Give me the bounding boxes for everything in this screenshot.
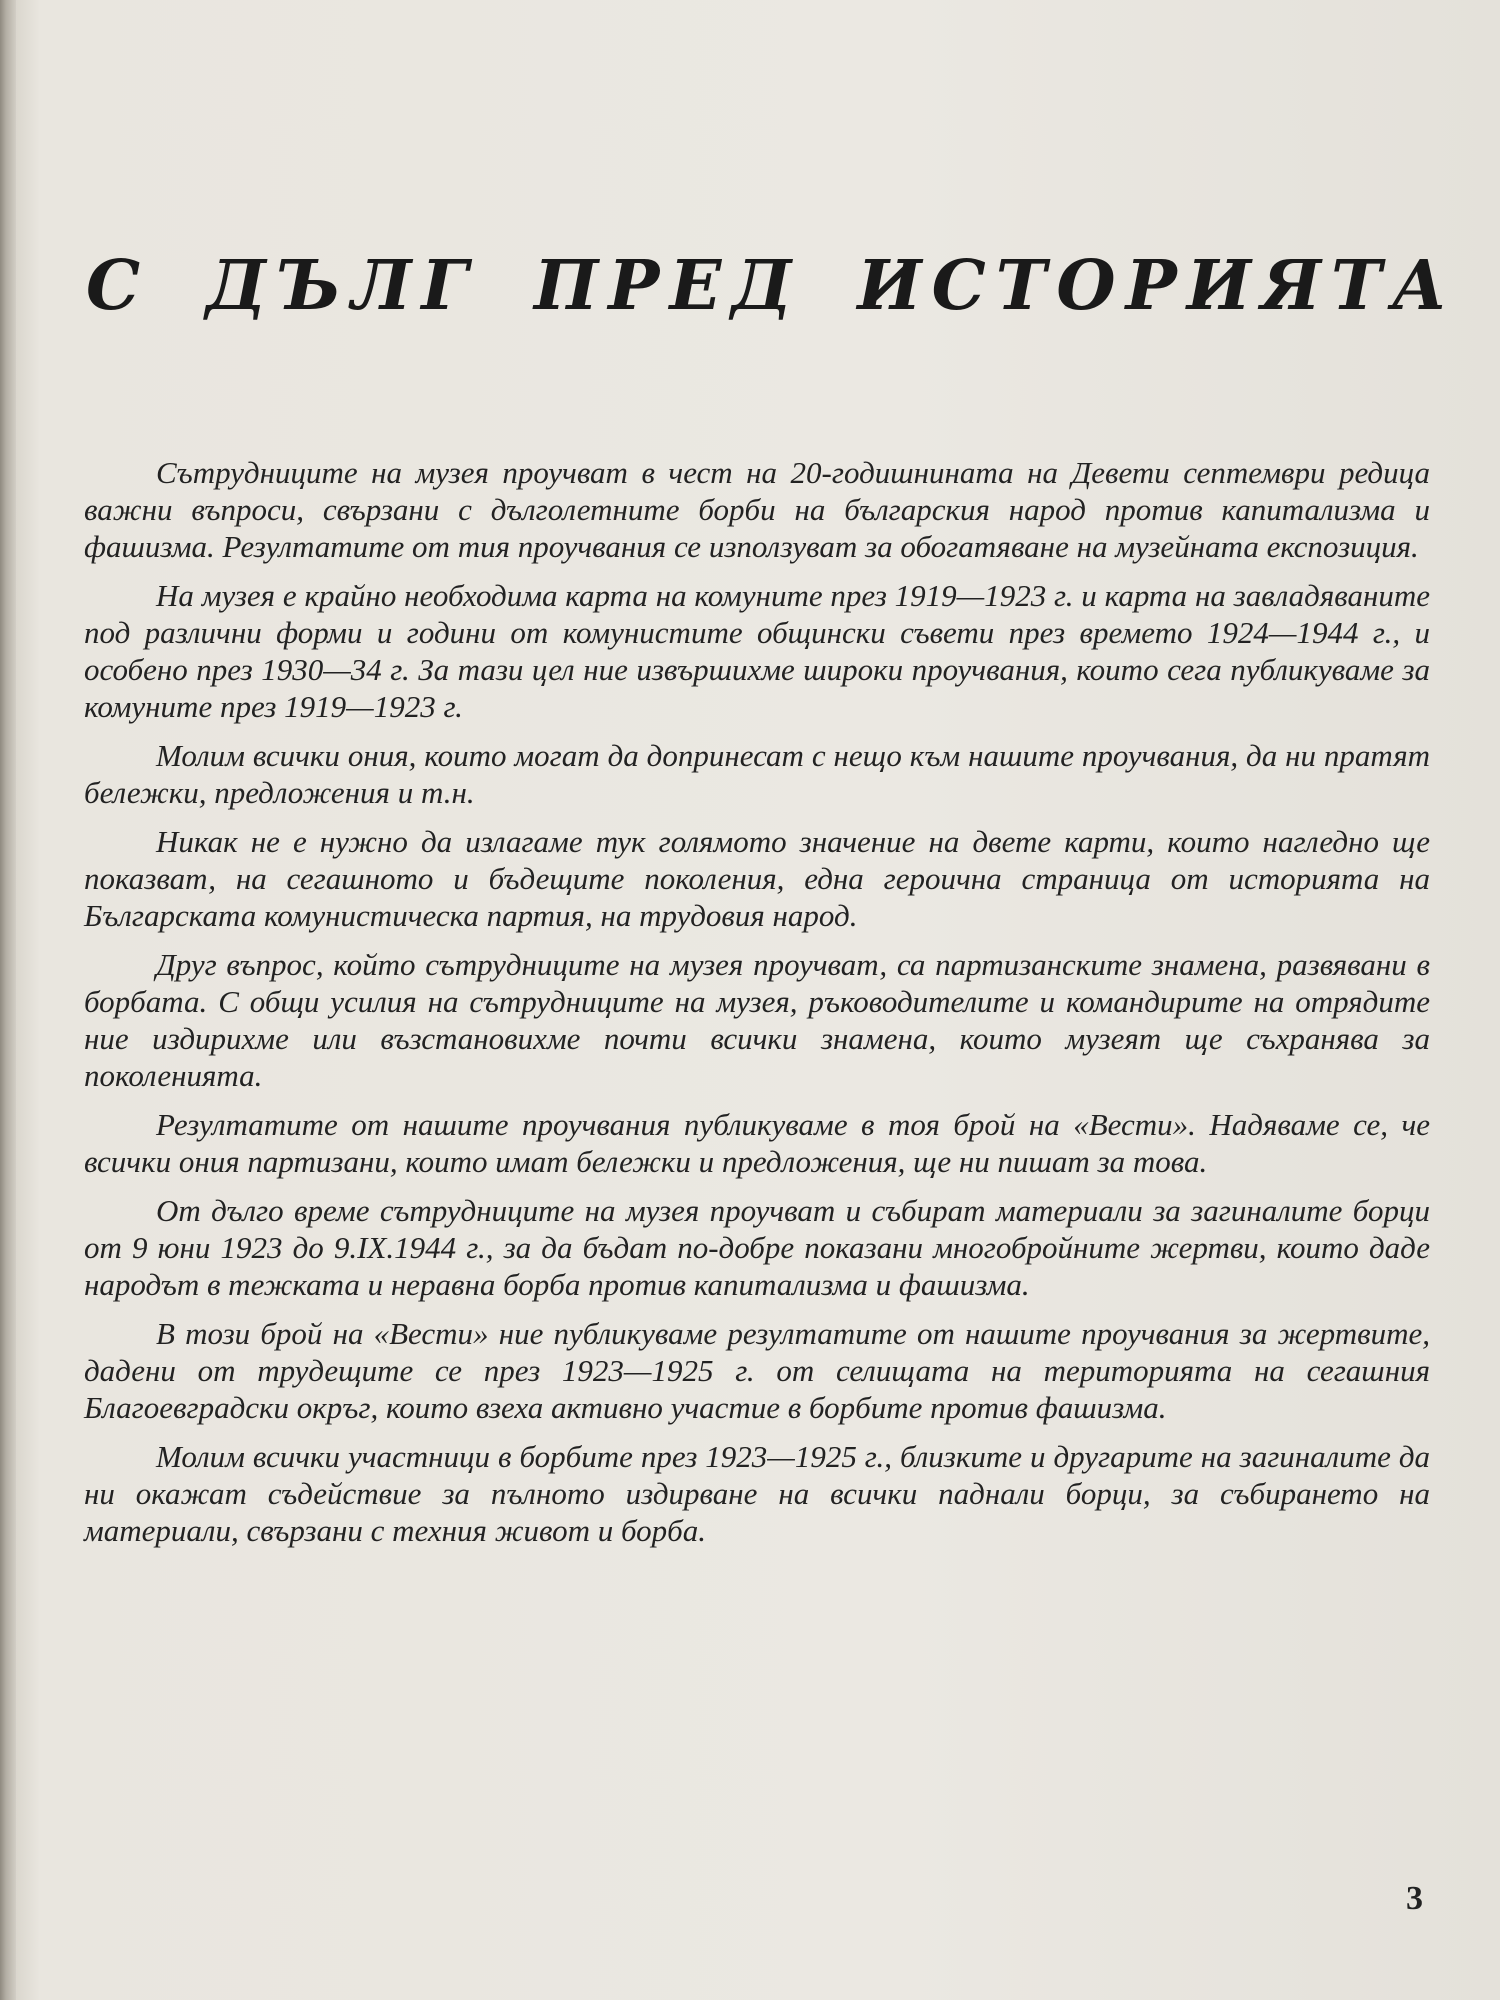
book-binding-edge	[0, 0, 16, 2000]
paragraph: Сътрудниците на музея проучват в чест на 20-годишнината на Девети септември редица важни въпроси, свързани с дълголетните борби на българския народ против капитализма и фашизма. Резултатите от тия проучвания се използуват за обогатяване на музейната експозиция.	[84, 455, 1430, 564]
paragraph: Резултатите от нашите проучвания публикуваме в тоя брой на «Вести». Надяваме се, че всички ония партизани, които имат бележки и предложения, ще ни пишат за това.	[84, 1107, 1430, 1179]
article-body	[84, 454, 1430, 1561]
paragraph: В този брой на «Вести» ние публикуваме резултатите от нашите проучвания за жертвите, дадени от трудещите се през 1923—1925 г. от селищата на територията на сегашния Благоевградски окръг, които взеха активно участие в борбите против фашизма.	[84, 1316, 1430, 1425]
paragraph: От дълго време сътрудниците на музея проучват и събират материали за загиналите борци от 9 юни 1923 до 9.IX.1944 г., за да бъдат по-добре показани многобройните жертви, които даде народът в тежката и неравна борба против капитализма и фашизма.	[84, 1193, 1430, 1302]
paragraph: Друг въпрос, който сътрудниците на музея проучват, са партизанските знамена, развявани в борбата. С общи усилия на сътрудниците на музея, ръководителите и командирите на отрядите ние издирихме или възстановихме почти всички знамена, които музеят ще съхранява за поколенията.	[84, 947, 1430, 1093]
page-number: 3	[1406, 1880, 1423, 1917]
page-title: С ДЪЛГ ПРЕД ИСТОРИЯТА	[86, 246, 1457, 326]
paragraph: Никак не е нужно да излагаме тук голямото значение на двете карти, които нагледно ще показват, на сегашното и бъдещите поколения, една героична страница от историята на Българската комунистическа партия, на трудовия народ.	[84, 824, 1430, 933]
paragraph: На музея е крайно необходима карта на комуните през 1919—1923 г. и карта на завладяваните под различни форми и години от комунистите общински съвети през времето 1924—1944 г., и особено през 1930—34 г. За тази цел ние извършихме широки проучвания, които сега публикуваме за комуните през 1919—1923 г.	[84, 578, 1430, 724]
paragraph: Молим всички ония, които могат да допринесат с нещо към нашите проучвания, да ни пратят бележки, предложения и т.н.	[84, 738, 1430, 810]
paragraph: Молим всички участници в борбите през 1923—1925 г., близките и другарите на загиналите да ни окажат съдействие за пълното издирване на всички паднали борци, за събирането на материали, свързани с техния живот и борба.	[84, 1439, 1430, 1548]
